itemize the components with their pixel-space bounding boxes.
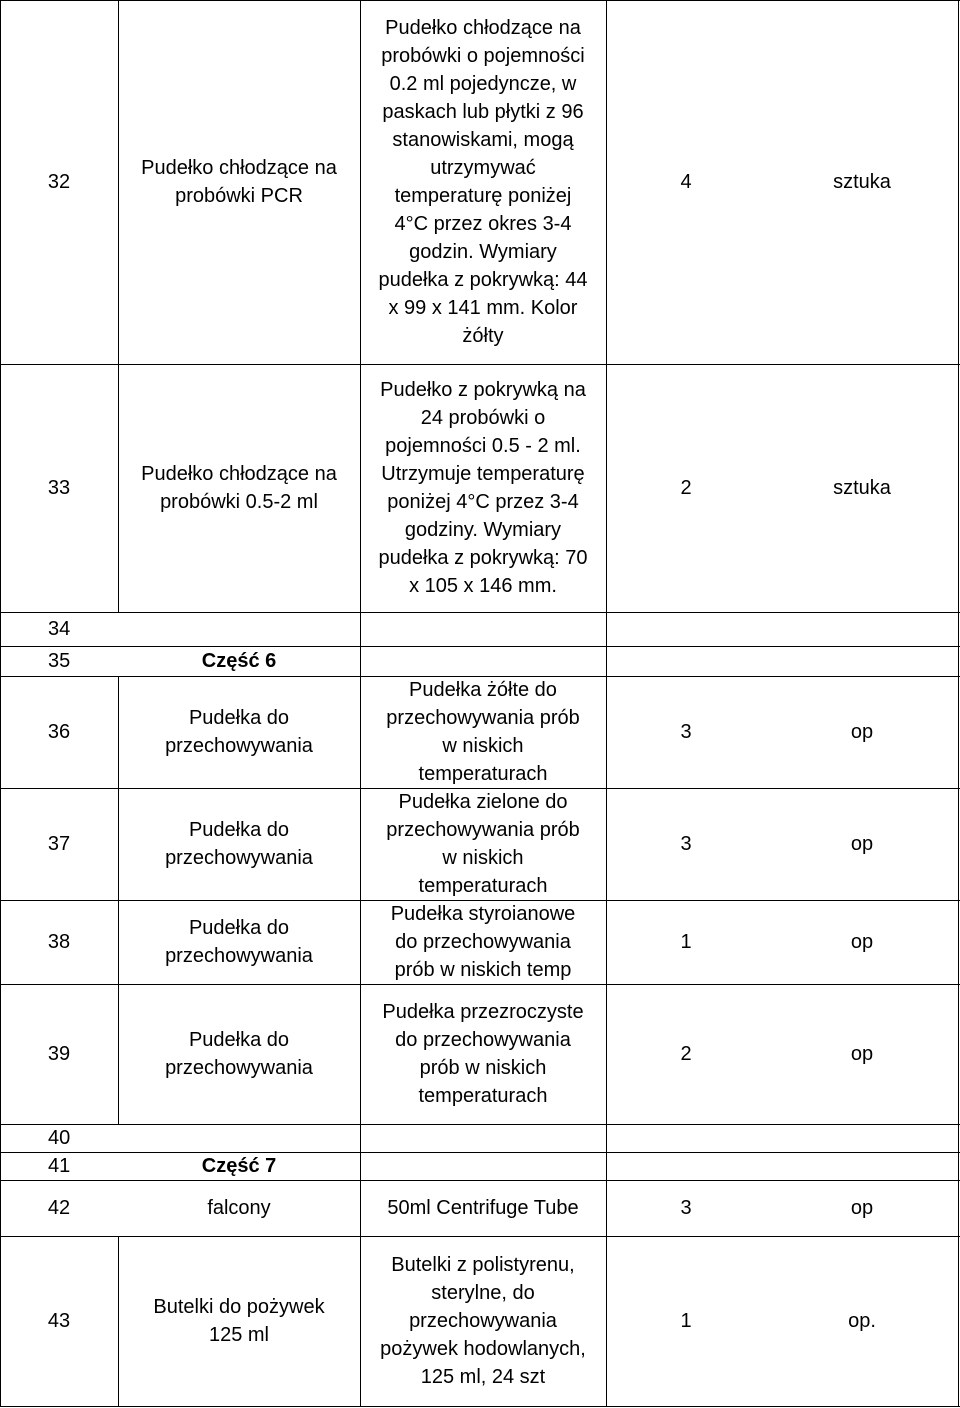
item-description: Pudełko chłodzące na probówki o pojemności 0.2 ml pojedyncze, w paskach lub płytki z 96 stanowiskami, mogą utrzymywać temperaturę poniżej 4°C przez okres 3-4 godzin. Wymiary pudełka z pokrywką: 44 x 99 x 141 mm. Kolor żółty	[378, 17, 588, 347]
row-number: 35	[48, 650, 71, 672]
table-border-bottom	[0, 1406, 960, 1407]
row-number: 41	[48, 1155, 71, 1177]
row-number: 42	[47, 1197, 71, 1219]
row-number: 39	[47, 1043, 71, 1065]
item-unit: op	[850, 721, 874, 743]
item-name: Butelki do pożywek 125 ml	[153, 1296, 325, 1346]
item-quantity: 2	[680, 477, 692, 499]
row-number: 40	[48, 1127, 71, 1149]
item-quantity: 1	[680, 1310, 692, 1332]
item-description: Butelki z polistyrenu, sterylne, do przechowywania pożywek hodowlanych, 125 ml, 24 szt	[380, 1254, 586, 1388]
row-number: 32	[47, 171, 71, 193]
item-unit: op.	[848, 1310, 876, 1332]
row-number: 36	[47, 721, 71, 743]
item-description: 50ml Centrifuge Tube	[387, 1197, 579, 1219]
item-name: falcony	[207, 1197, 271, 1219]
item-unit: sztuka	[833, 171, 891, 193]
item-unit: op	[850, 1043, 874, 1065]
item-description: Pudełka żółte do przechowywania prób w niskich temperaturach	[386, 679, 580, 785]
item-name: Pudełka do przechowywania	[165, 917, 313, 967]
item-quantity: 3	[680, 833, 692, 855]
item-unit: op	[850, 1197, 874, 1219]
item-name: Pudełko chłodzące na probówki PCR	[141, 157, 337, 207]
item-unit: op	[850, 833, 874, 855]
row-divider	[0, 612, 960, 613]
item-name: Pudełka do przechowywania	[165, 1029, 313, 1079]
item-quantity: 1	[680, 931, 692, 953]
item-quantity: 4	[680, 171, 692, 193]
row-number: 34	[48, 618, 71, 640]
item-name: Pudełka do przechowywania	[165, 707, 313, 757]
section-heading: Część 7	[201, 1155, 277, 1177]
row-number: 37	[47, 833, 71, 855]
table-border-right	[958, 0, 959, 1407]
section-heading: Część 6	[201, 650, 277, 672]
item-unit: op	[850, 931, 874, 953]
item-description: Pudełka przezroczyste do przechowywania prób w niskich temperaturach	[382, 1001, 584, 1107]
row-number: 33	[47, 477, 71, 499]
item-name: Pudełka do przechowywania	[165, 819, 313, 869]
row-divider	[0, 1124, 960, 1125]
item-quantity: 2	[680, 1043, 692, 1065]
item-description: Pudełka zielone do przechowywania prób w niskich temperaturach	[386, 791, 580, 897]
item-description: Pudełko z pokrywką na 24 probówki o pojemności 0.5 - 2 ml. Utrzymuje temperaturę poniżej 4°C przez 3-4 godziny. Wymiary pudełka z pokrywką: 70 x 105 x 146 mm.	[378, 379, 588, 597]
item-name: Pudełko chłodzące na probówki 0.5-2 ml	[141, 463, 337, 513]
row-number: 43	[47, 1310, 71, 1332]
item-description: Pudełka styroianowe do przechowywania prób w niskich temp	[390, 903, 576, 981]
item-quantity: 3	[680, 721, 692, 743]
item-quantity: 3	[680, 1197, 692, 1219]
item-unit: sztuka	[833, 477, 891, 499]
row-number: 38	[47, 931, 71, 953]
